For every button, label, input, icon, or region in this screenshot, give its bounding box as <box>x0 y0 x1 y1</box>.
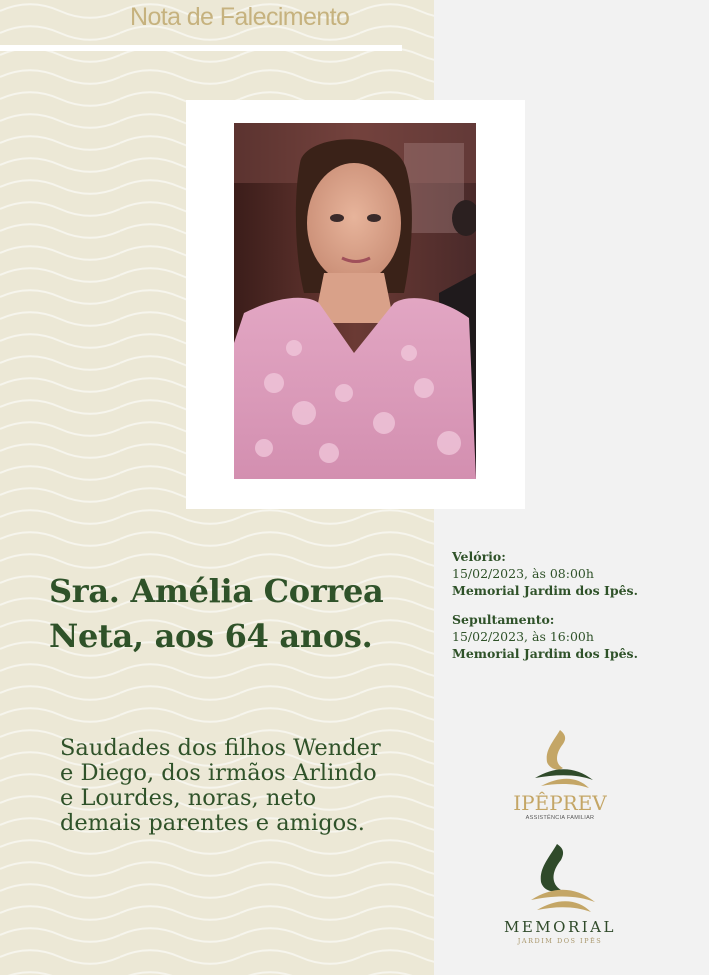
wake-place: Memorial Jardim dos Ipês. <box>452 583 638 598</box>
condolence-message <box>60 736 430 836</box>
burial-info <box>452 611 702 662</box>
ipeprev-tagline: ASSISTÊNCIA FAMILIAR <box>525 815 595 821</box>
page-title: Nota de Falecimento <box>130 3 350 31</box>
portrait-photo <box>234 123 476 479</box>
ipeprev-logo <box>505 728 615 828</box>
flame-leaf-icon <box>505 728 615 790</box>
memorial-tagline: JARDIM DOS IPÊS <box>517 937 603 945</box>
wake-label: Velório: <box>452 549 506 564</box>
ipeprev-name: IPÊPREV <box>513 791 607 815</box>
deceased-name <box>49 569 429 659</box>
burial-label: Sepultamento: <box>452 612 555 627</box>
memorial-logo <box>495 840 625 950</box>
message-line: Saudades dos filhos Wender <box>60 735 381 761</box>
memorial-name: MEMORIAL <box>504 918 616 936</box>
message-line: e Lourdes, noras, neto <box>60 785 317 811</box>
wake-info <box>452 548 702 599</box>
photo-frame <box>186 100 525 509</box>
funeral-details <box>452 548 702 674</box>
burial-datetime: 15/02/2023, às 16:00h <box>452 629 594 644</box>
message-line: e Diego, dos irmãos Arlindo <box>60 760 377 786</box>
flame-leaf-icon <box>495 840 625 916</box>
burial-place: Memorial Jardim dos Ipês. <box>452 646 638 661</box>
message-line: demais parentes e amigos. <box>60 810 365 836</box>
header-divider <box>0 45 402 51</box>
wake-datetime: 15/02/2023, às 08:00h <box>452 566 594 581</box>
name-line-2: Neta, aos 64 anos. <box>49 617 373 655</box>
name-line-1: Sra. Amélia Correa <box>49 572 384 610</box>
